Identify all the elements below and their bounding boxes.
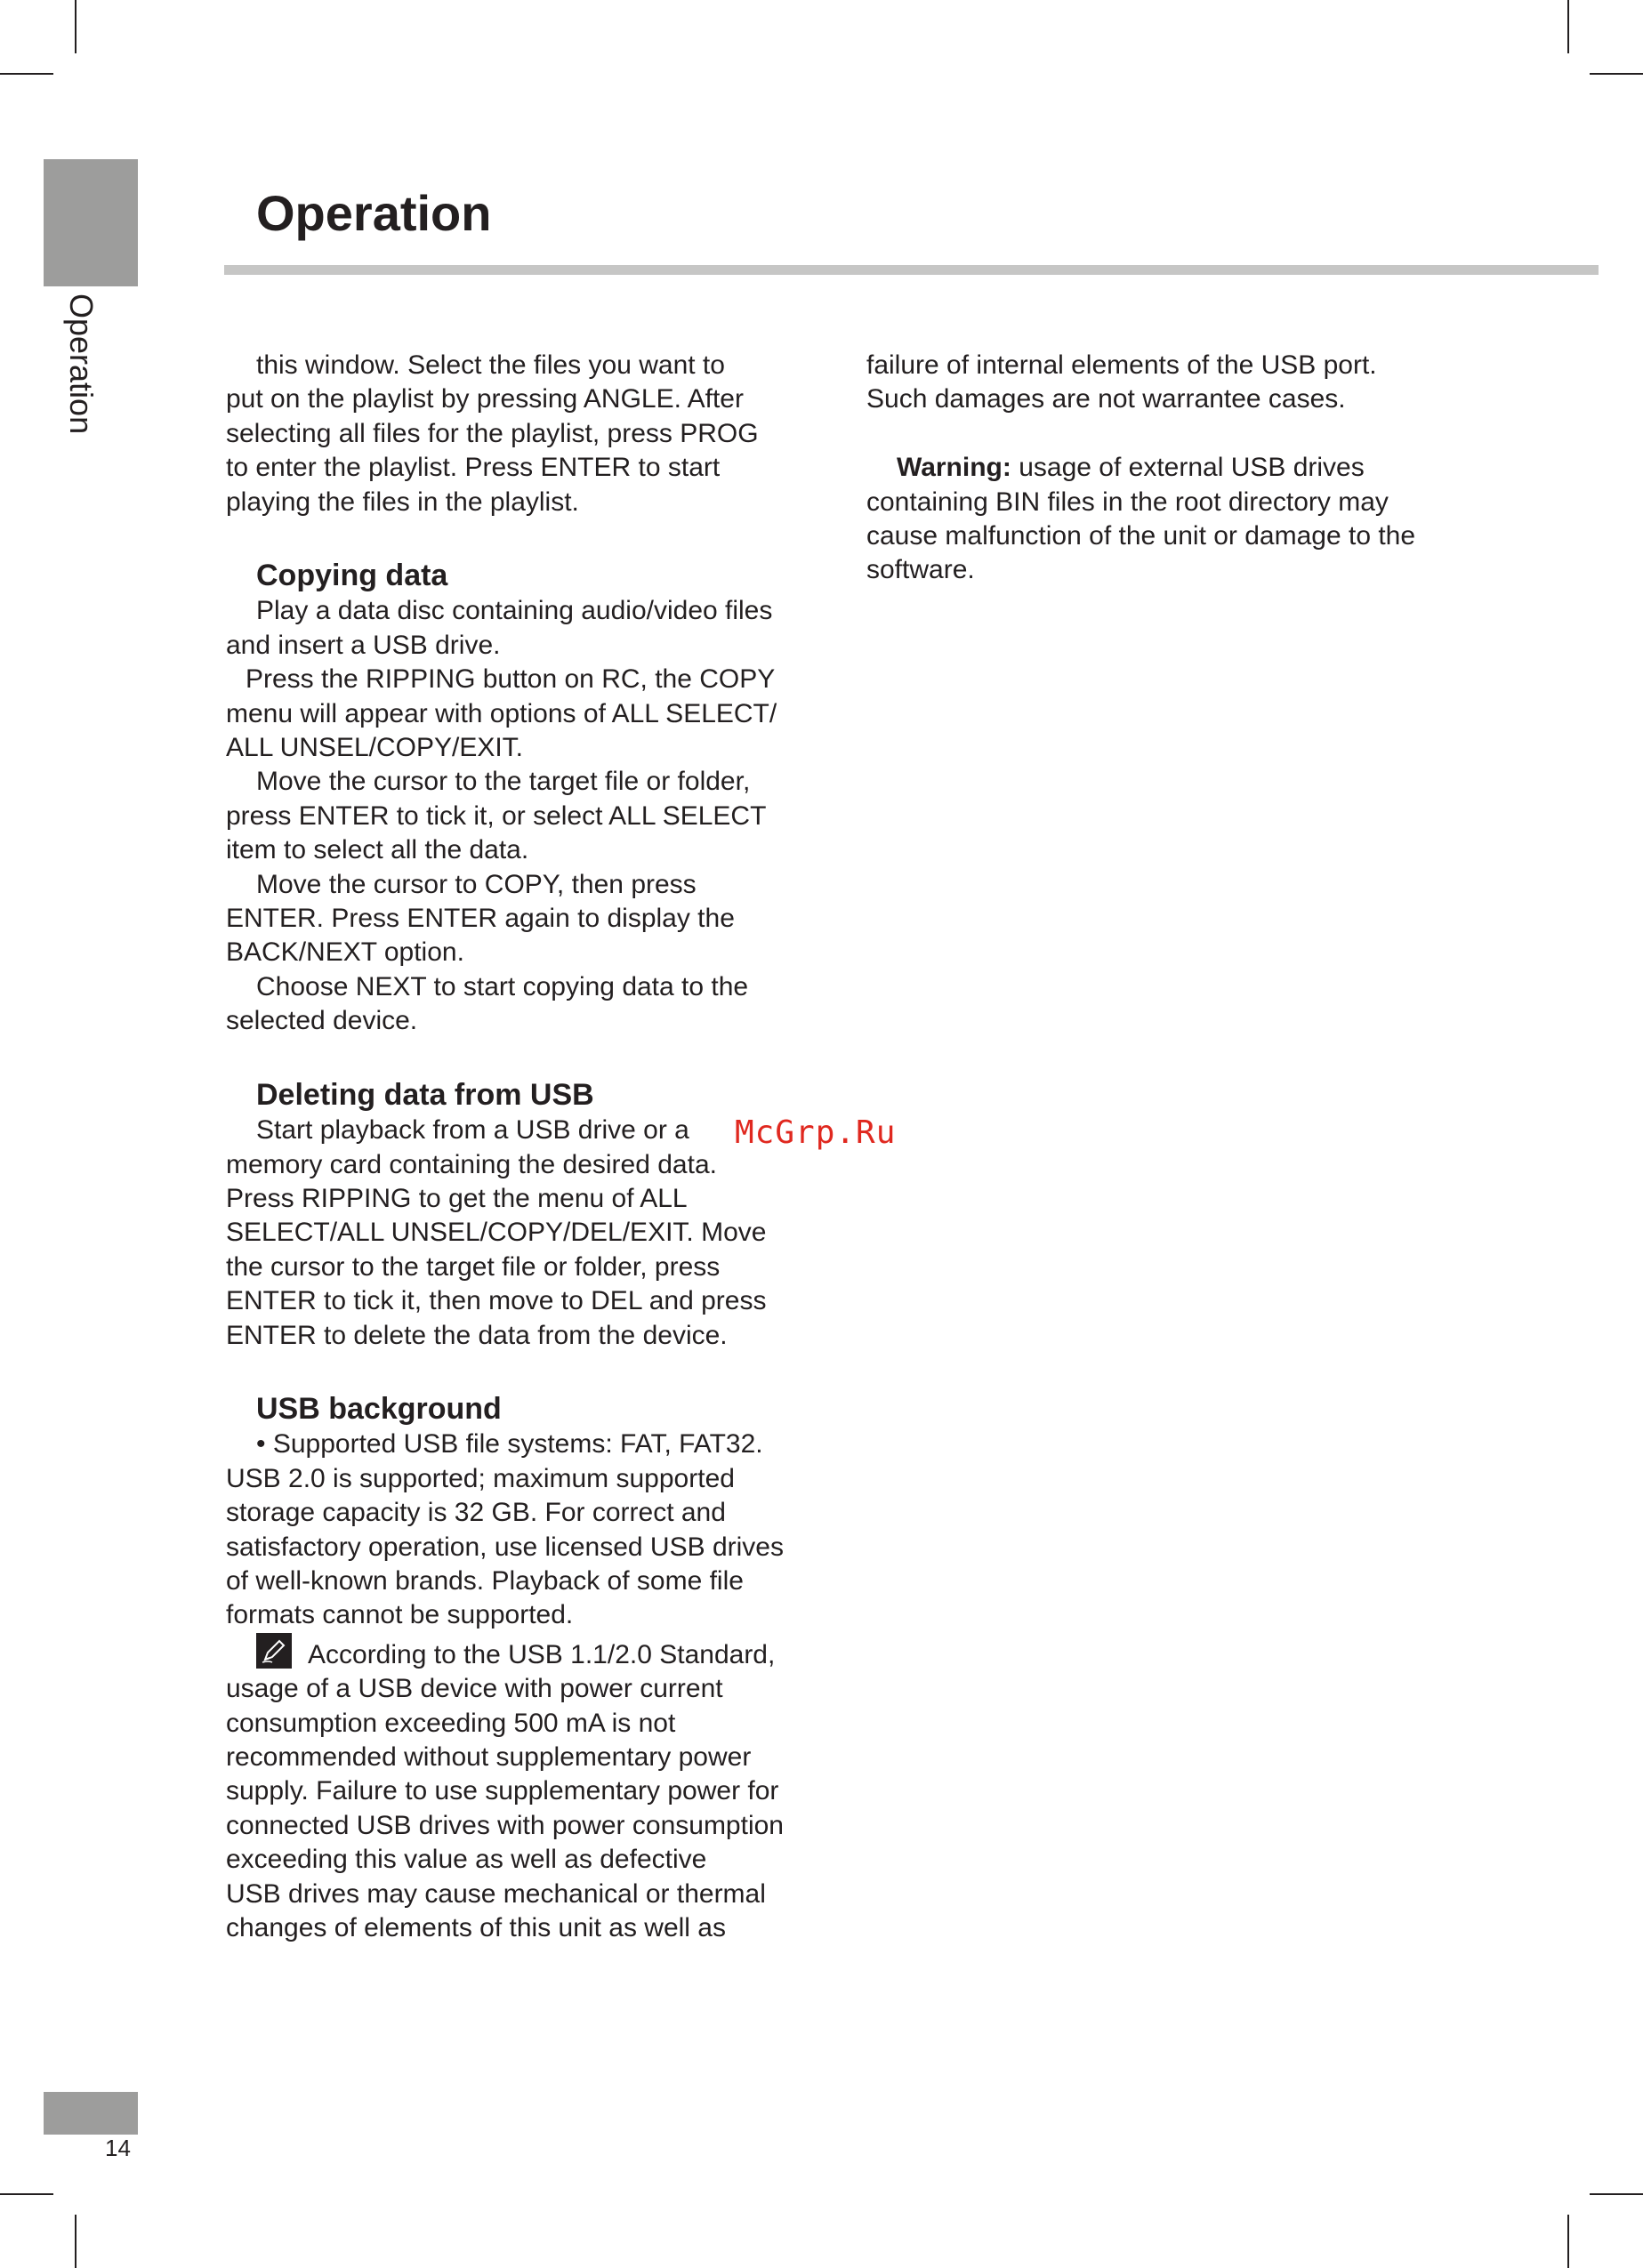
paragraph-line: Such damages are not warrantee cases.	[866, 384, 1346, 414]
paragraph-line: selected device.	[226, 1006, 418, 1036]
title-divider	[224, 265, 1599, 275]
note-line: consumption exceeding 500 mA is not	[226, 1708, 676, 1738]
paragraph-line: Play a data disc containing audio/video files	[256, 596, 773, 626]
paragraph-line: ENTER to tick it, then move to DEL and press	[226, 1286, 767, 1316]
paragraph-line: and insert a USB drive.	[226, 630, 501, 660]
note-line: changes of elements of this unit as well as	[226, 1913, 726, 1943]
paragraph-line: USB 2.0 is supported; maximum supported	[226, 1463, 735, 1493]
crop-mark	[0, 73, 53, 75]
crop-mark	[1590, 2193, 1643, 2195]
paragraph-line: storage capacity is 32 GB. For correct and	[226, 1498, 726, 1528]
note-line: exceeding this value as well as defective	[226, 1845, 707, 1875]
paragraph-line: software.	[866, 555, 975, 585]
warning-line: Warning: usage of external USB drives	[897, 453, 1365, 483]
paragraph-line: ALL UNSEL/COPY/EXIT.	[226, 733, 524, 763]
paragraph-line: Press RIPPING to get the menu of ALL	[226, 1183, 688, 1213]
paragraph-line: failure of internal elements of the USB port.	[866, 350, 1377, 380]
note-line: According to the USB 1.1/2.0 Standard,	[226, 1633, 840, 1672]
right-column	[866, 349, 1480, 588]
paragraph-line: of well-known brands. Playback of some file	[226, 1565, 744, 1596]
note-line: connected USB drives with power consumption	[226, 1810, 784, 1840]
paragraph-line: playing the files in the playlist.	[226, 487, 579, 517]
page-number: 14	[105, 2135, 131, 2161]
crop-mark	[1567, 0, 1569, 53]
page-title: Operation	[256, 185, 492, 241]
paragraph-line: Move the cursor to COPY, then press	[256, 869, 697, 899]
paragraph-line: ENTER to delete the data from the device.	[226, 1320, 728, 1350]
paragraph-line: • Supported USB file systems: FAT, FAT32.	[256, 1429, 763, 1460]
paragraph-line: press ENTER to tick it, or select ALL SELECT	[226, 800, 767, 831]
paragraph-line: ENTER. Press ENTER again to display the	[226, 904, 735, 934]
page-number-block	[44, 2092, 138, 2135]
paragraph-line: memory card containing the desired data.	[226, 1149, 717, 1179]
paragraph-line: BACK/NEXT option.	[226, 937, 464, 968]
paragraph-line: satisfactory operation, use licensed USB drives	[226, 1532, 784, 1562]
crop-mark	[1590, 73, 1643, 75]
paragraph-line: this window. Select the files you want to	[256, 350, 725, 380]
note-line: USB drives may cause mechanical or thermal	[226, 1878, 766, 1909]
paragraph-line: containing BIN files in the root directory may	[866, 487, 1389, 517]
paragraph-line: SELECT/ALL UNSEL/COPY/DEL/EXIT. Move	[226, 1218, 767, 1248]
note-line: usage of a USB device with power current	[226, 1674, 723, 1704]
paragraph-line: Move the cursor to the target file or folder,	[256, 767, 751, 797]
paragraph-line: Start playback from a USB drive or a	[256, 1115, 689, 1146]
paragraph-line: Choose NEXT to start copying data to the	[256, 971, 749, 1001]
paragraph-line: to enter the playlist. Press ENTER to start	[226, 453, 721, 483]
paragraph-line: Press the RIPPING button on RC, the COPY	[246, 664, 776, 695]
paragraph-line: selecting all files for the playlist, press PROG	[226, 418, 759, 448]
paragraph-line: formats cannot be supported.	[226, 1600, 574, 1630]
crop-mark	[75, 0, 77, 53]
section-heading-copying: Copying data	[256, 559, 448, 593]
watermark: McGrp.Ru	[735, 1114, 897, 1151]
paragraph-line: the cursor to the target file or folder, press	[226, 1251, 721, 1282]
crop-mark	[1567, 2215, 1569, 2268]
paragraph-line: menu will appear with options of ALL SELECT/	[226, 698, 777, 728]
note-line: supply. Failure to use supplementary power for	[226, 1776, 779, 1806]
paragraph-line: cause malfunction of the unit or damage to the	[866, 521, 1416, 551]
section-heading-deleting: Deleting data from USB	[256, 1078, 594, 1113]
note-line: recommended without supplementary power	[226, 1741, 752, 1772]
crop-mark	[0, 2193, 53, 2195]
paragraph-line: item to select all the data.	[226, 835, 529, 865]
crop-mark	[75, 2215, 77, 2268]
side-tab-block	[44, 159, 138, 286]
paragraph-line: put on the playlist by pressing ANGLE. After	[226, 384, 744, 414]
section-heading-usb-background: USB background	[256, 1392, 502, 1427]
side-section-label-text: Operation	[63, 294, 100, 435]
note-pencil-icon	[256, 1633, 292, 1669]
warning-label: Warning:	[897, 453, 1011, 483]
